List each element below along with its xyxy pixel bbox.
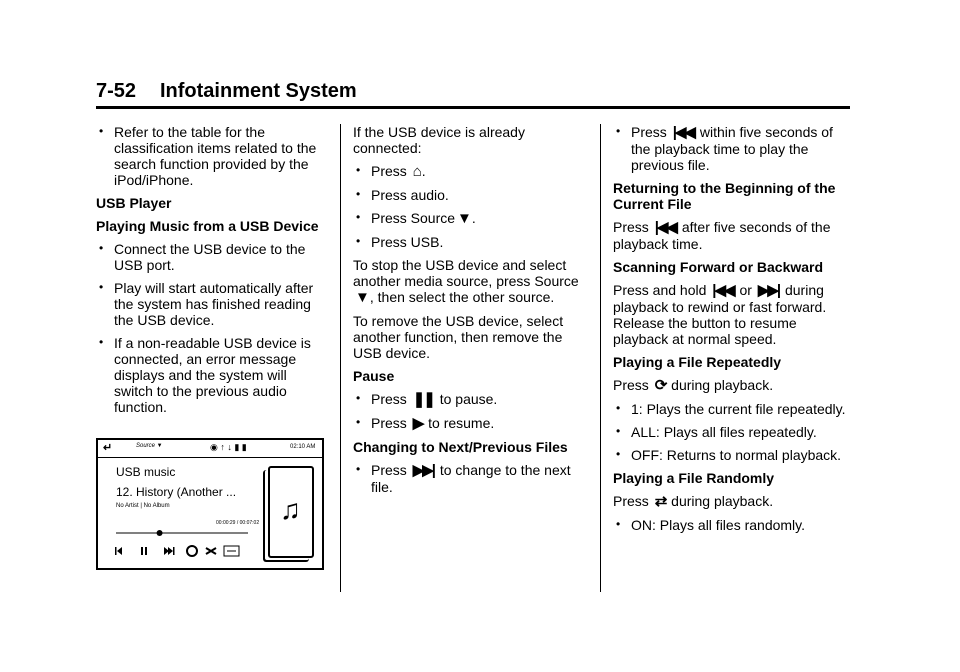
bullet-repeat-off: • OFF: Returns to normal playback. xyxy=(613,447,851,463)
repeat-text: Press ⟳ during playback. xyxy=(613,377,774,394)
screen-artist-album: No Artist | No Album xyxy=(116,503,170,509)
rewind-icon xyxy=(115,547,122,555)
heading-playing-music: Playing Music from a USB Device xyxy=(96,218,319,234)
album-art-tile xyxy=(268,466,314,558)
bullet-connect: • Connect the USB device to the USB port. xyxy=(96,241,328,273)
column-divider-1 xyxy=(340,124,341,592)
bullet-press-pause: • Press ❚❚ to pause. xyxy=(353,391,585,408)
heading-changing-files: Changing to Next/Previous Files xyxy=(353,439,568,455)
stop-usb-text: To stop the USB device and select another media source, press Source▼ , then select the other source. xyxy=(353,257,579,306)
shuffle-icon: ⇄ xyxy=(654,493,666,510)
previous-icon: |◀◀ xyxy=(672,124,694,141)
repeat-icon xyxy=(187,546,197,556)
column-3 xyxy=(613,124,851,540)
bullet-press-audio: • Press audio. xyxy=(353,187,585,203)
remove-usb-text: To remove the USB device, select another function, then remove the USB device. xyxy=(353,313,564,361)
heading-random: Playing a File Randomly xyxy=(613,470,775,486)
bullet-repeat-all: • ALL: Plays all files repeatedly. xyxy=(613,424,851,440)
screen-track: 12. History (Another ... xyxy=(116,485,237,499)
next-icon: ▶▶| xyxy=(412,462,434,479)
bullet-non-readable: • If a non-readable USB device is connected, an error message displays and the system will switch to the previous audio function. xyxy=(96,335,328,415)
pause-icon xyxy=(141,547,147,555)
menu-icon xyxy=(224,546,239,556)
column-divider-2 xyxy=(600,124,601,592)
heading-scanning: Scanning Forward or Backward xyxy=(613,259,824,275)
source-label: Source ▼ xyxy=(136,443,163,449)
bullet-repeat-1: • 1: Plays the current file repeatedly. xyxy=(613,401,851,417)
source-down-icon: ▼ xyxy=(457,210,470,227)
screen-time-readout: 00:00:29 / 00:07:02 xyxy=(216,520,260,526)
bullet-random-on: • ON: Plays all files randomly. xyxy=(613,517,851,533)
column-2 xyxy=(353,124,585,502)
bullet-press-usb: • Press USB. xyxy=(353,234,585,250)
previous-icon: |◀◀ xyxy=(654,219,676,236)
returning-text: Press |◀◀ after five seconds of the playback time. xyxy=(613,219,831,252)
bullet-press-previous: • Press |◀◀ within five seconds of the playback time to play the previous file. xyxy=(613,124,851,173)
already-connected-text: If the USB device is already connected: xyxy=(353,124,525,156)
shuffle-icon xyxy=(206,548,216,554)
repeat-icon: ⟳ xyxy=(654,377,666,394)
play-icon: ▶ xyxy=(412,415,423,432)
screen-title: USB music xyxy=(116,465,176,479)
heading-repeat: Playing a File Repeatedly xyxy=(613,354,782,370)
heading-pause: Pause xyxy=(353,368,395,384)
column-1 xyxy=(96,124,328,422)
bullet-press-resume: • Press ▶ to resume. xyxy=(353,415,585,432)
progress-bar xyxy=(114,529,250,537)
section-title: Infotainment System xyxy=(160,80,357,102)
bullet-intro: • Refer to the table for the classification items related to the search function provided by the iPod/iPhone. xyxy=(96,124,328,188)
source-down-icon: ▼ xyxy=(355,289,368,306)
pause-icon: ❚❚ xyxy=(412,391,434,408)
heading-returning: Returning to the Beginning of the Current File xyxy=(613,180,836,212)
music-note-icon: ♫ xyxy=(280,494,301,525)
transport-controls xyxy=(112,544,252,558)
next-icon xyxy=(164,547,175,555)
home-icon: ⌂ xyxy=(412,163,420,180)
usb-music-screen-figure xyxy=(96,438,324,570)
status-icons: ◉ ↑ ↓ ▮ ▮ xyxy=(210,442,247,452)
clock: 02:10 AM xyxy=(290,444,316,450)
page-number: 7-52 xyxy=(96,80,137,102)
screen-topbar xyxy=(98,440,322,458)
bullet-autoplay: • Play will start automatically after the system has finished reading the USB device. xyxy=(96,280,328,328)
back-icon: ↵ xyxy=(103,442,113,454)
bullet-press-next: • Press ▶▶| to change to the next file. xyxy=(353,462,585,495)
bullet-press-source: • Press Source ▼ . xyxy=(353,210,585,227)
random-text: Press ⇄ during playback. xyxy=(613,493,774,510)
bullet-press-home: • Press ⌂ . xyxy=(353,163,585,180)
heading-usb-player: USB Player xyxy=(96,195,172,211)
previous-icon: |◀◀ xyxy=(712,282,734,299)
page-header xyxy=(96,80,850,109)
next-icon: ▶▶| xyxy=(757,282,780,299)
scanning-text: Press and hold |◀◀ or ▶▶| during playback to rewind or fast forward. Release the button to resume playback at normal speed. xyxy=(613,282,827,347)
